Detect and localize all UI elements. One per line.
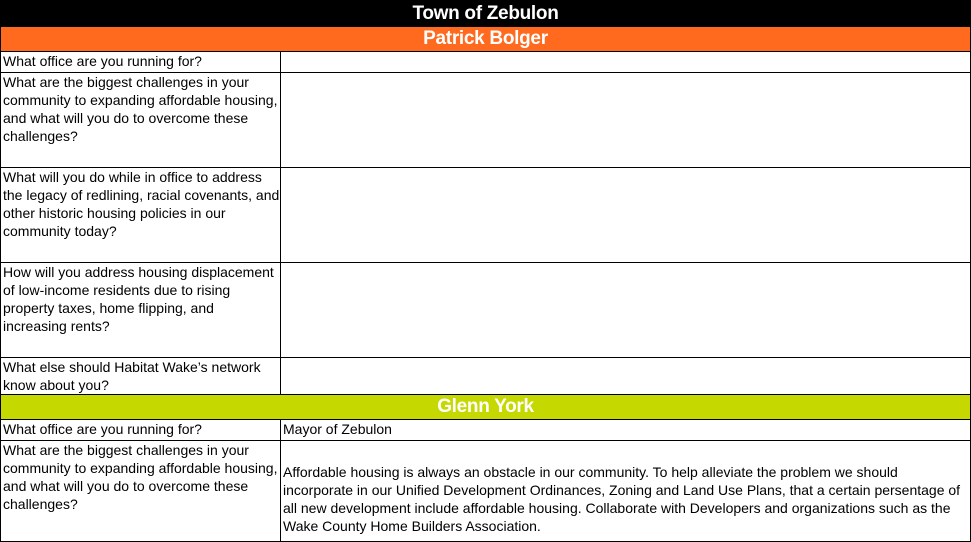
question-cell[interactable]: How will you address housing displacement of low-income residents due to rising property taxes, home flipping, and increasing rents? xyxy=(1,263,281,358)
table-row xyxy=(1,73,971,168)
question-cell[interactable]: What else should Habitat Wake’s network know about you? xyxy=(1,358,281,395)
title-row xyxy=(1,1,971,27)
question-cell[interactable]: What are the biggest challenges in your community to expanding affordable housing, and what will you do to overcome these challenges? xyxy=(1,73,281,168)
table-row xyxy=(1,358,971,395)
candidate-name: Glenn York xyxy=(1,395,971,420)
answer-cell[interactable] xyxy=(281,263,971,358)
table-row xyxy=(1,420,971,441)
table-row xyxy=(1,263,971,358)
candidate-header-row xyxy=(1,27,971,52)
question-cell[interactable]: What are the biggest challenges in your community to expanding affordable housing, and what will you do to overcome these challenges? xyxy=(1,441,281,542)
table-row xyxy=(1,441,971,542)
candidate-name: Patrick Bolger xyxy=(1,27,971,52)
table-row xyxy=(1,168,971,263)
answer-cell[interactable] xyxy=(281,52,971,73)
question-cell[interactable]: What office are you running for? xyxy=(1,420,281,441)
answer-text: Affordable housing is always an obstacle in our community. To help alleviate the problem we should incorporate in our Unified Development Ordinances, Zoning and Land Use Plans, that a certain persentage of all new development include affordable housing. Collaborate with Developers and organizations such as the Wake County Home Builders Association. xyxy=(283,464,961,534)
page-title: Town of Zebulon xyxy=(1,1,971,27)
answer-cell[interactable] xyxy=(281,358,971,395)
table-row xyxy=(1,52,971,73)
question-cell[interactable]: What office are you running for? xyxy=(1,52,281,73)
answer-cell[interactable] xyxy=(281,441,971,542)
answer-cell[interactable]: Mayor of Zebulon xyxy=(281,420,971,441)
candidate-header-row xyxy=(1,395,971,420)
answer-cell[interactable] xyxy=(281,73,971,168)
question-cell[interactable]: What will you do while in office to address the legacy of redlining, racial covenants, and other historic housing policies in our community today? xyxy=(1,168,281,263)
answer-cell[interactable] xyxy=(281,168,971,263)
